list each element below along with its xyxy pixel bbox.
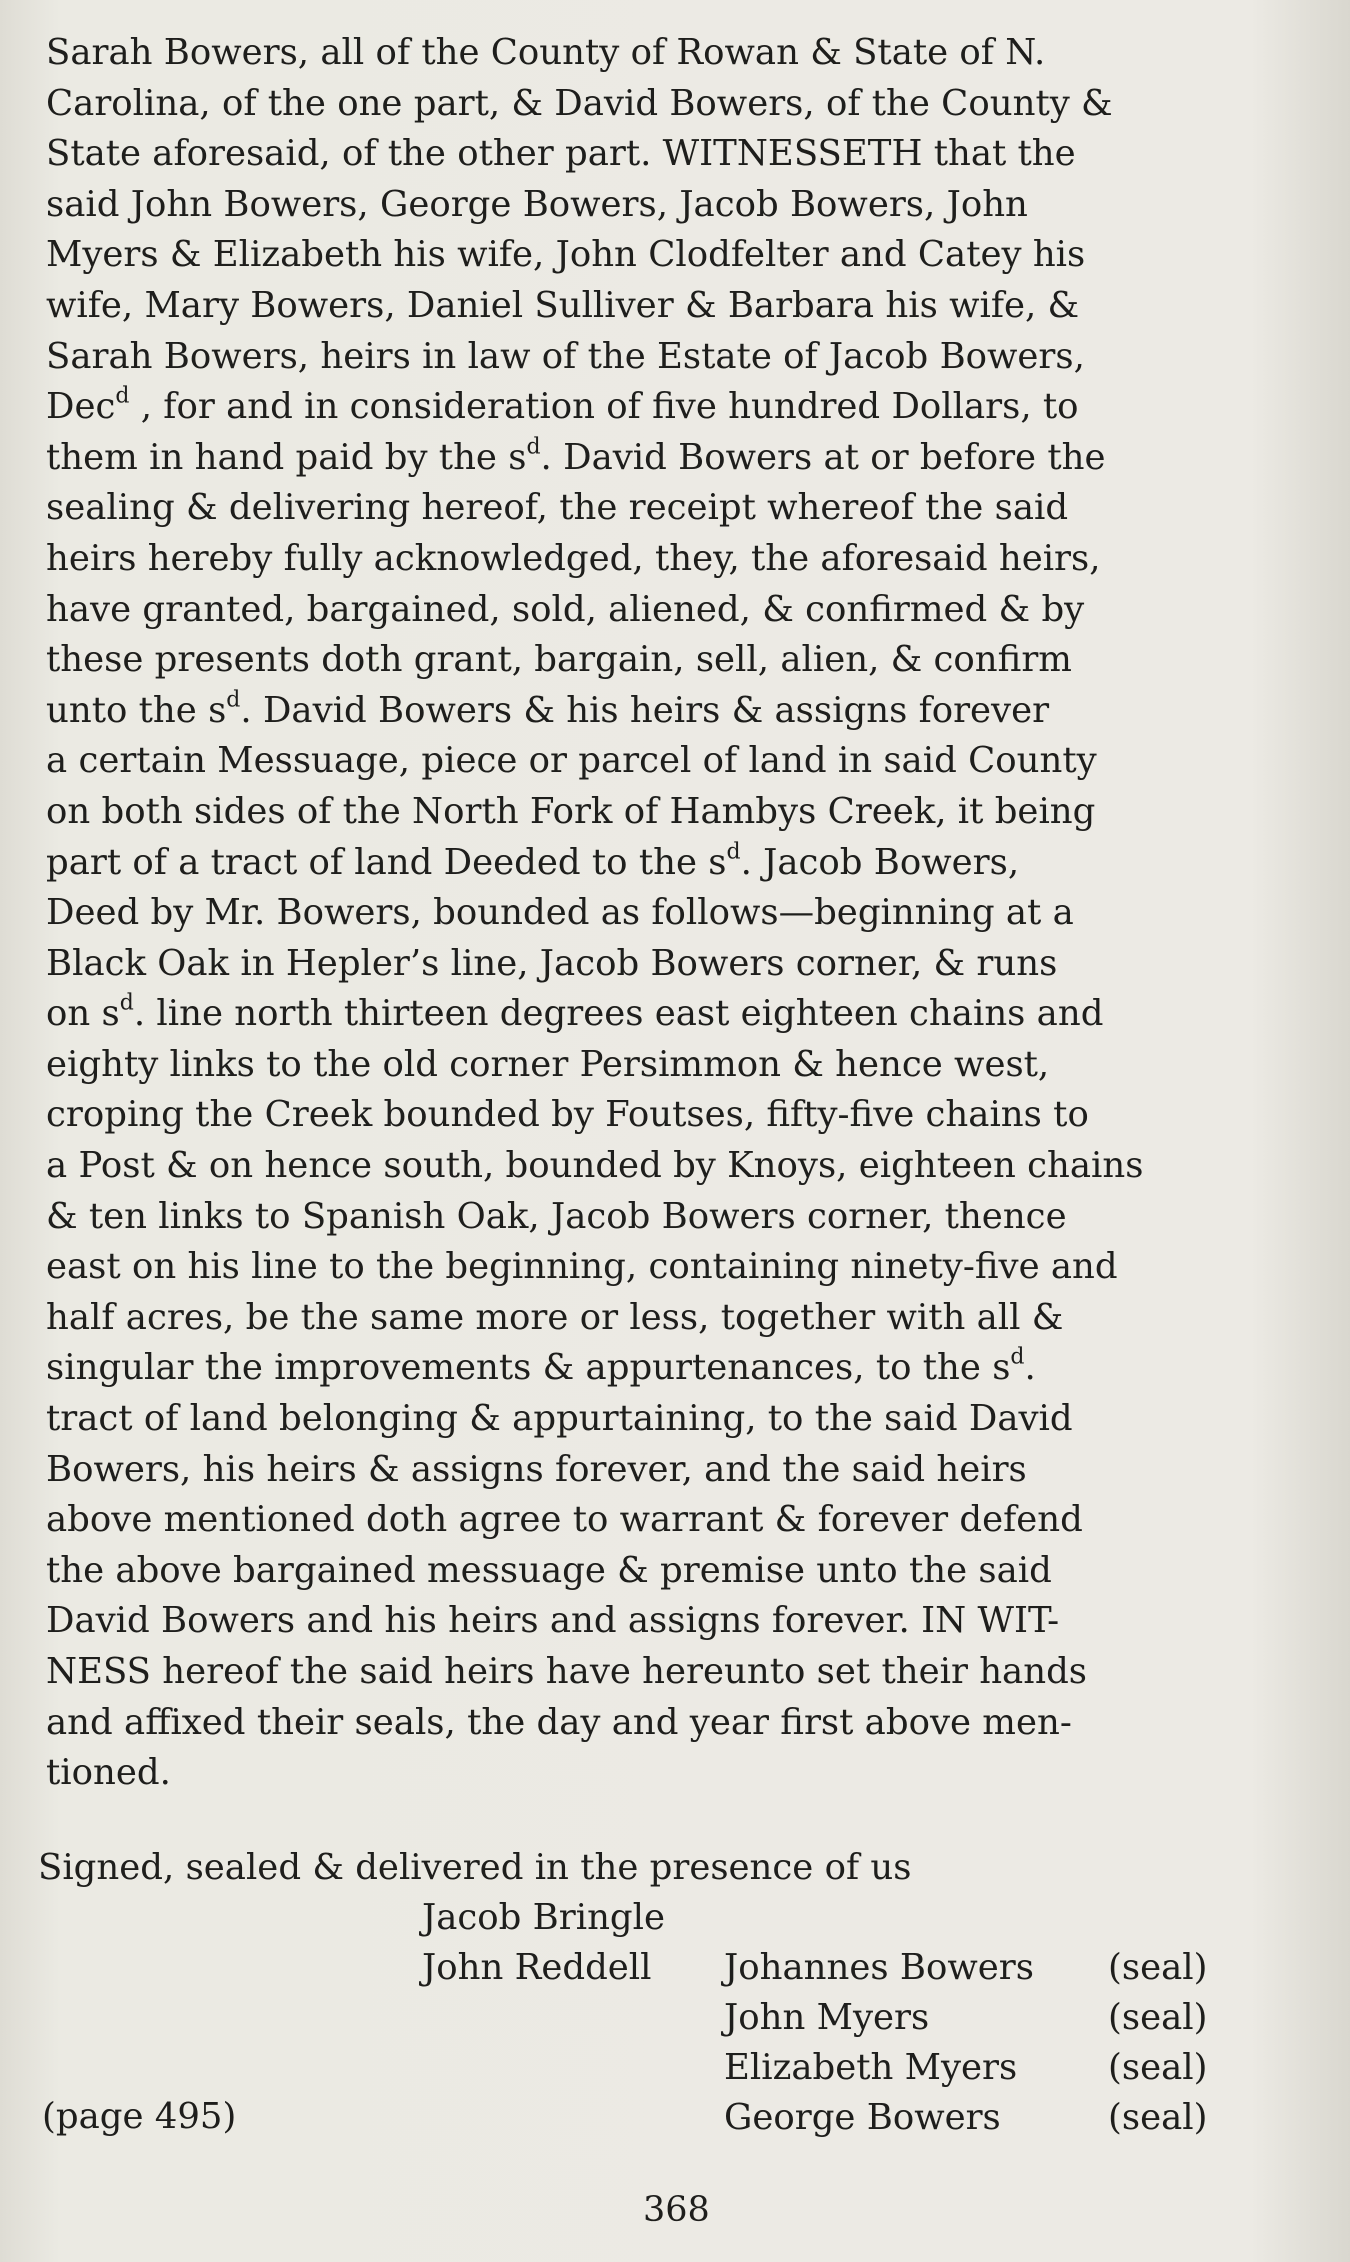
superscript-abbrev: d <box>115 383 130 409</box>
text-line: Bowers, his heirs & assigns forever, and the said heirs <box>46 1448 1027 1490</box>
text-line: said John Bowers, George Bowers, Jacob Bowers, John <box>46 183 1028 225</box>
text-line: these presents doth grant, bargain, sell, alien, & confirm <box>46 639 1072 681</box>
text-line: a Post & on hence south, bounded by Knoys, eighteen chains <box>46 1145 1144 1187</box>
text-line: Sarah Bowers, heirs in law of the Estate of Jacob Bowers, <box>46 335 1085 377</box>
text-line <box>46 433 1336 484</box>
text-line: eighty links to the old corner Persimmon & hence west, <box>46 1043 1050 1085</box>
text-segment: . David Bowers at or before the <box>540 436 1106 478</box>
text-segment: . David Bowers & his heirs & assigns forever <box>240 689 1050 731</box>
seal-label: (seal) <box>1108 2047 1208 2088</box>
text-line: a certain Messuage, piece or parcel of land in said County <box>46 740 1097 782</box>
text-line: wife, Mary Bowers, Daniel Sulliver & Barbara his wife, & <box>46 284 1080 326</box>
text-line: NESS hereof the said heirs have hereunto set their hands <box>46 1651 1088 1692</box>
text-line: croping the Creek bounded by Foutses, fifty-five chains to <box>46 1094 1089 1136</box>
text-segment: on s <box>46 993 120 1035</box>
text-line: on both sides of the North Fork of Hambys Creek, it being <box>46 790 1096 832</box>
text-line <box>46 989 1336 1040</box>
witness-name: John Reddell <box>422 1947 652 1988</box>
text-line: Sarah Bowers, all of the County of Rowan & State of N. <box>46 32 1046 73</box>
text-segment: unto the s <box>46 689 227 731</box>
text-line <box>46 382 1336 433</box>
text-line: David Bowers and his heirs and assigns forever. IN WIT- <box>46 1600 1060 1642</box>
page-number: 368 <box>643 2190 710 2230</box>
text-line <box>46 686 1336 737</box>
superscript-abbrev: d <box>726 839 741 865</box>
text-line: have granted, bargained, sold, aliened, & confirmed & by <box>46 588 1085 630</box>
text-line: tract of land belonging & appurtaining, to the said David <box>46 1398 1073 1440</box>
text-line: the above bargained messuage & premise unto the said <box>46 1549 1052 1591</box>
text-line: Carolina, of the one part, & David Bowers, of the County & <box>46 82 1113 124</box>
seal-label: (seal) <box>1108 2097 1208 2138</box>
text-line: sealing & delivering hereof, the receipt whereof the said <box>46 487 1069 529</box>
text-segment: . line north thirteen degrees east eighteen chains and <box>133 993 1104 1035</box>
page-reference: (page 495) <box>42 2096 237 2137</box>
text-segment: . <box>1024 1347 1036 1389</box>
signed-sealed-line: Signed, sealed & delivered in the presence of us <box>38 1847 912 1888</box>
text-line: State aforesaid, of the other part. WITNESSETH that the <box>46 133 1076 175</box>
text-segment: singular the improvements & appurtenances, to the s <box>46 1347 1011 1389</box>
superscript-abbrev: d <box>526 434 541 460</box>
superscript-abbrev: d <box>119 990 134 1016</box>
signer-name: George Bowers <box>724 2097 1001 2138</box>
text-segment: Dec <box>46 386 116 428</box>
text-line: & ten links to Spanish Oak, Jacob Bowers corner, thence <box>46 1195 1067 1237</box>
superscript-abbrev: d <box>1010 1345 1025 1371</box>
text-line: and affixed their seals, the day and year first above men- <box>46 1701 1072 1743</box>
text-line: Deed by Mr. Bowers, bounded as follows—beginning at a <box>46 892 1074 934</box>
text-line: east on his line to the beginning, containing ninety-five and <box>46 1246 1118 1288</box>
text-segment: , for and in consideration of five hundred Dollars, to <box>129 386 1079 428</box>
witness-name: Jacob Bringle <box>422 1897 666 1938</box>
text-line: half acres, be the same more or less, together with all & <box>46 1296 1064 1338</box>
deed-body-text <box>46 28 1336 1799</box>
text-segment: them in hand paid by the s <box>46 436 527 478</box>
text-line: above mentioned doth agree to warrant & forever defend <box>46 1499 1083 1541</box>
text-segment: part of a tract of land Deeded to the s <box>46 841 727 883</box>
text-line: tioned. <box>46 1752 171 1794</box>
superscript-abbrev: d <box>226 687 241 713</box>
text-line <box>46 1343 1336 1394</box>
seal-label: (seal) <box>1108 1947 1208 1988</box>
text-segment: . Jacob Bowers, <box>740 841 1020 883</box>
text-line <box>46 838 1336 889</box>
signer-name: Johannes Bowers <box>724 1947 1034 1988</box>
text-line: heirs hereby fully acknowledged, they, the aforesaid heirs, <box>46 537 1101 579</box>
text-line: Black Oak in Hepler’s line, Jacob Bowers corner, & runs <box>46 942 1058 984</box>
text-line: Myers & Elizabeth his wife, John Clodfelter and Catey his <box>46 234 1086 276</box>
seal-label: (seal) <box>1108 1997 1208 2038</box>
signer-name: Elizabeth Myers <box>724 2047 1018 2088</box>
signer-name: John Myers <box>724 1997 930 2038</box>
